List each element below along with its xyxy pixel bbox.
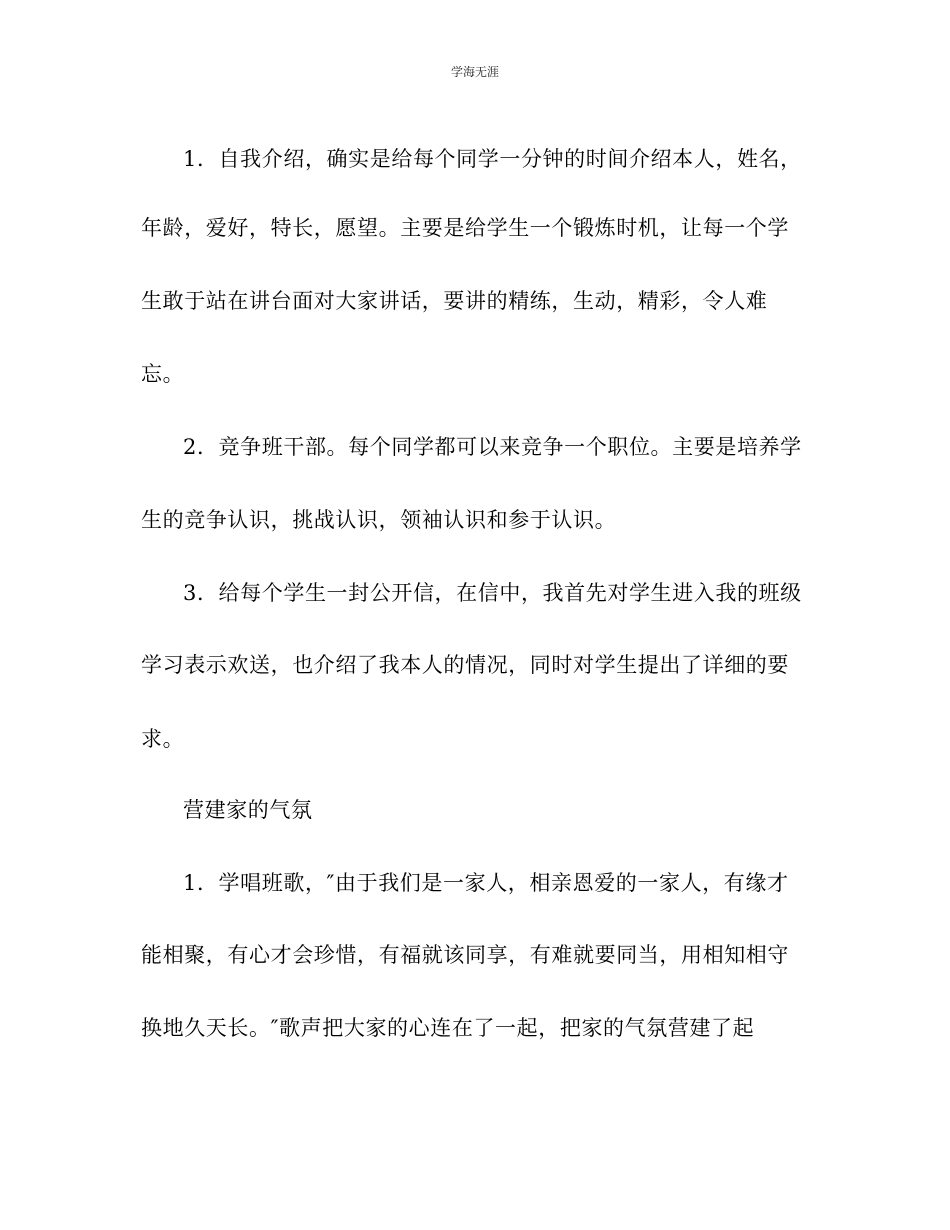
body-line: 3．给每个学生一封公开信，在信中，我首先对学生进入我的班级 <box>183 581 802 605</box>
page-header: 学海无涯 <box>450 65 499 79</box>
body-line: 忘。 <box>141 362 185 386</box>
body-line: 生敢于站在讲台面对大家讲话，要讲的精练，生动，精彩，令人难 <box>141 289 768 313</box>
body-line: 1．学唱班歌，″由于我们是一家人，相亲恩爱的一家人，有缘才 <box>183 871 789 895</box>
section-heading: 营建家的气氛 <box>183 798 313 822</box>
body-line: 2．竞争班干部。每个同学都可以来竞争一个职位。主要是培养学 <box>183 435 802 459</box>
body-line: 学习表示欢送，也介绍了我本人的情况，同时对学生提出了详细的要 <box>141 653 789 677</box>
body-line: 生的竞争认识，挑战认识，领袖认识和参于认识。 <box>141 508 617 532</box>
body-line: 年龄，爱好，特长，愿望。主要是给学生一个锻炼时机，让每一个学 <box>141 216 789 240</box>
body-line: 求。 <box>141 727 185 751</box>
body-line: 1．自我介绍，确实是给每个同学一分钟的时间介绍本人，姓名， <box>183 147 802 171</box>
body-line: 换地久天长。″歌声把大家的心连在了一起，把家的气氛营建了起 <box>141 1016 755 1040</box>
body-line: 能相聚，有心才会珍惜，有福就该同享，有难就要同当，用相知相守 <box>141 943 789 967</box>
